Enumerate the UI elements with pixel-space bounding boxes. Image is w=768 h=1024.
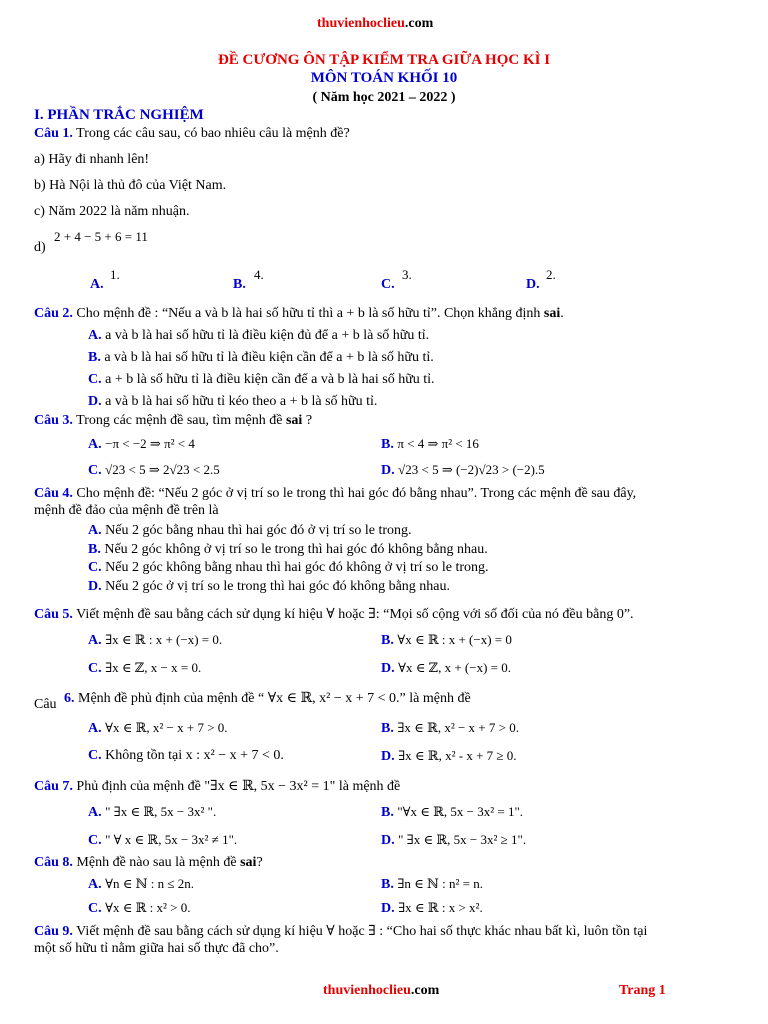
option-a-value: 1.: [110, 267, 120, 282]
question-text: Trong các câu sau, có bao nhiêu câu là mệnh đề?: [72, 126, 350, 141]
question-number: 6.: [64, 691, 75, 706]
option-label: D.: [88, 579, 102, 594]
option-a: [88, 328, 429, 344]
option-label: B.: [381, 437, 394, 452]
option-label: A.: [90, 277, 104, 292]
option-d: [526, 275, 540, 293]
option-c: [88, 660, 201, 677]
option-label: C.: [381, 277, 395, 292]
option-text: a và b là hai số hữu tỉ là điều kiện cần để a + b là số hữu tỉ.: [100, 350, 434, 365]
question-7: [34, 778, 400, 795]
option-c: [88, 748, 284, 764]
option-math: ∀n ∈ ℕ : n ≤ 2n.: [105, 876, 194, 891]
option-math: π < 4 ⇒ π² < 16: [397, 436, 479, 451]
option-label: C.: [88, 661, 102, 676]
option-a: [88, 876, 194, 893]
option-label: C.: [88, 463, 102, 478]
statement-a: a) Hãy đi nhanh lên!: [34, 152, 150, 167]
option-label: D.: [381, 901, 395, 916]
option-d: [88, 579, 450, 595]
option-math: √23 < 5 ⇒ 2√23 < 2.5: [105, 462, 220, 477]
option-label: A.: [88, 523, 102, 538]
question-9-line2: một số hữu tỉ nằm giữa hai số thực đã cho”.: [34, 941, 279, 956]
option-math: ∃x ∈ ℝ : x + (−x) = 0.: [105, 632, 223, 647]
option-text: a + b là số hữu tỉ là điều kiện cần để a và b là hai số hữu tỉ.: [101, 372, 435, 387]
site-link-header[interactable]: [317, 16, 433, 32]
option-math: " ∃x ∈ ℝ, 5x − 3x² ≥ 1".: [398, 832, 527, 847]
option-math: ∃x ∈ ℝ, x² − x + 7 > 0.: [397, 720, 519, 735]
option-b: [381, 436, 479, 453]
option-b: [381, 876, 483, 893]
question-end: ?: [256, 855, 263, 870]
question-text: Mệnh đề nào sau là mệnh đề: [72, 855, 241, 870]
option-a: [90, 275, 104, 293]
question-text: Viết mệnh đề sau bằng cách sử dụng kí hiệu ∀ hoặc ∃: “Mọi số cộng với số đối của nó đều bằng 0”.: [72, 607, 634, 622]
option-d: [88, 394, 377, 410]
option-math: ∃x ∈ ℝ : x > x².: [398, 900, 483, 915]
option-c: [88, 462, 220, 479]
school-year: ( Năm học 2021 – 2022 ): [312, 90, 456, 105]
option-label: B.: [381, 877, 394, 892]
question-3: [34, 413, 312, 429]
option-math: −π < −2 ⇒ π² < 4: [105, 436, 195, 451]
option-c: [381, 275, 395, 293]
option-label: A.: [88, 633, 102, 648]
option-b: [88, 542, 488, 558]
option-text: Nếu 2 góc không ở vị trí so le trong thì hai góc đó không bằng nhau.: [100, 542, 488, 557]
option-c: [88, 372, 435, 388]
option-label: A.: [88, 877, 102, 892]
option-d-value: 2.: [546, 267, 556, 282]
question-label: Câu 1.: [34, 126, 73, 141]
emphasis: sai: [285, 413, 303, 428]
question-4-line2: mệnh đề đảo của mệnh đề trên là: [34, 503, 219, 518]
option-label: D.: [526, 277, 540, 292]
option-label: D.: [381, 661, 395, 676]
question-label: Câu 2.: [34, 306, 73, 321]
document-title: ĐỀ CƯƠNG ÔN TẬP KIỂM TRA GIỮA HỌC KÌ I: [217, 52, 551, 68]
question-6-label: Câu: [34, 697, 57, 712]
option-d: [381, 660, 511, 677]
option-c: [88, 560, 489, 576]
site-tld: .com: [410, 983, 440, 998]
question-label: Câu 3.: [34, 413, 73, 428]
option-math: ∀x ∈ ℝ : x + (−x) = 0: [397, 632, 512, 647]
question-text: Phủ định của mệnh đề "∃x ∈ ℝ, 5x − 3x² = 1" là mệnh đề: [72, 779, 401, 794]
option-label: A.: [88, 721, 102, 736]
option-label: C.: [88, 833, 102, 848]
option-math: "∀x ∈ ℝ, 5x − 3x² = 1".: [397, 804, 524, 819]
option-label: B.: [233, 277, 246, 292]
emphasis: sai: [240, 855, 257, 870]
question-4: [34, 486, 636, 502]
option-a: [88, 436, 195, 453]
option-a: [88, 632, 222, 649]
option-label: A.: [88, 805, 102, 820]
site-name: thuvienhoclieu: [323, 983, 411, 998]
question-text: Cho mệnh đề : “Nếu a và b là hai số hữu tỉ thì a + b là số hữu tỉ”. Chọn khẳng định: [72, 306, 544, 321]
option-label: D.: [381, 463, 395, 478]
option-math: ∀x ∈ ℤ, x + (−x) = 0.: [398, 660, 511, 675]
question-8: [34, 855, 263, 871]
question-label: Câu 4.: [34, 486, 73, 501]
question-1: [34, 126, 350, 142]
question-6: [64, 690, 471, 707]
question-text: Mệnh đề phủ định của mệnh đề “ ∀x ∈ ℝ, x² − x + 7 < 0.” là mệnh đề: [74, 691, 471, 706]
option-d: [381, 900, 483, 917]
question-label: Câu 5.: [34, 607, 73, 622]
option-math: ∃n ∈ ℕ : n² = n.: [397, 876, 483, 891]
option-label: A.: [88, 437, 102, 452]
question-text: Trong các mệnh đề sau, tìm mệnh đề: [72, 413, 286, 428]
option-text: a và b là hai số hữu tỉ là điều kiện đủ để a + b là số hữu tỉ.: [101, 328, 430, 343]
option-label: B.: [381, 805, 394, 820]
question-9: [34, 923, 647, 940]
statement-d-math: 2 + 4 − 5 + 6 = 11: [54, 229, 148, 244]
option-label: B.: [88, 542, 101, 557]
question-end: .: [560, 306, 564, 321]
question-2: [34, 306, 564, 322]
option-c: [88, 832, 237, 849]
section-heading: I. PHẦN TRẮC NGHIỆM: [34, 107, 204, 123]
option-math: ∀x ∈ ℝ, x² − x + 7 > 0.: [105, 720, 228, 735]
option-math: √23 < 5 ⇒ (−2)√23 > (−2).5: [398, 462, 545, 477]
option-label: B.: [381, 633, 394, 648]
option-c: [88, 900, 191, 917]
option-text: Nếu 2 góc ở vị trí so le trong thì hai góc đó không bằng nhau.: [101, 579, 451, 594]
option-math: ∀x ∈ ℝ : x² > 0.: [105, 900, 191, 915]
option-c-value: 3.: [402, 267, 412, 282]
option-b: [381, 632, 512, 649]
option-label: B.: [381, 721, 394, 736]
site-tld: .com: [404, 16, 434, 31]
statement-c: c) Năm 2022 là năm nhuận.: [34, 204, 190, 219]
option-b: [88, 350, 434, 366]
question-label: Câu 7.: [34, 779, 73, 794]
question-5: [34, 606, 634, 623]
question-text: Cho mệnh đề: “Nếu 2 góc ở vị trí so le trong thì hai góc đó bằng nhau”. Trong các mệnh đề sau đây,: [72, 486, 637, 501]
site-name: thuvienhoclieu: [317, 16, 405, 31]
option-math: ∃x ∈ ℝ, x² - x + 7 ≥ 0.: [398, 748, 517, 763]
option-math: " ∀ x ∈ ℝ, 5x − 3x² ≠ 1".: [105, 832, 238, 847]
statement-b: b) Hà Nội là thủ đô của Việt Nam.: [34, 178, 227, 193]
page-number: Trang 1: [619, 983, 666, 998]
option-b: [381, 720, 519, 737]
option-b-value: 4.: [254, 267, 264, 282]
option-a: [88, 720, 228, 737]
option-label: A.: [88, 328, 102, 343]
option-a: [88, 523, 412, 539]
option-label: D.: [88, 394, 102, 409]
option-d: [381, 462, 545, 479]
option-label: C.: [88, 560, 102, 575]
option-text: a và b là hai số hữu tỉ kéo theo a + b là số hữu tỉ.: [101, 394, 378, 409]
option-label: C.: [88, 748, 102, 763]
question-end: ?: [302, 413, 313, 428]
option-math: ∃x ∈ ℤ, x − x = 0.: [105, 660, 202, 675]
option-d: [381, 748, 517, 765]
option-b: [381, 804, 523, 821]
question-label: Câu 9.: [34, 924, 73, 939]
option-text: Không tồn tại x : x² − x + 7 < 0.: [101, 748, 284, 763]
option-label: D.: [381, 833, 395, 848]
option-d: [381, 832, 526, 849]
document-subtitle: MÔN TOÁN KHỐI 10: [310, 70, 458, 86]
option-label: C.: [88, 372, 102, 387]
emphasis: sai: [543, 306, 561, 321]
option-b: [233, 275, 246, 293]
question-text: Viết mệnh đề sau bằng cách sử dụng kí hiệu ∀ hoặc ∃ : “Cho hai số thực khác nhau bất kì, luôn tồn tại: [72, 924, 648, 939]
option-a: [88, 804, 216, 821]
site-link-footer[interactable]: [323, 983, 439, 999]
option-label: C.: [88, 901, 102, 916]
question-label: Câu 8.: [34, 855, 73, 870]
option-label: D.: [381, 749, 395, 764]
option-math: " ∃x ∈ ℝ, 5x − 3x² ".: [105, 804, 217, 819]
option-text: Nếu 2 góc không bằng nhau thì hai góc đó không ở vị trí so le trong.: [101, 560, 489, 575]
option-label: B.: [88, 350, 101, 365]
option-text: Nếu 2 góc bằng nhau thì hai góc đó ở vị trí so le trong.: [101, 523, 412, 538]
statement-d-label: d): [34, 240, 46, 255]
